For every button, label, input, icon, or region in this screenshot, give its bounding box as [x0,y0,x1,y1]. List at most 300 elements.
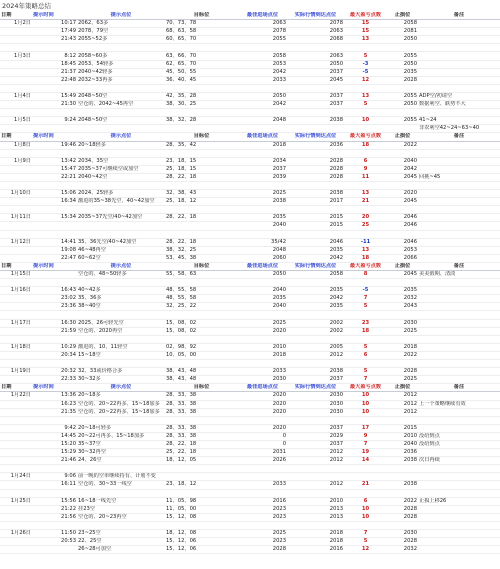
table-row [0,432,500,440]
stop-loss: 2045 [387,271,418,279]
max-points: -3 [344,60,387,68]
column-header-point: 提示点位 [77,133,165,141]
row-date [0,173,32,181]
actual-reached: 2028 [287,165,344,173]
column-header-maxpts: 最大盈亏点数 [344,12,387,20]
target-levels: 15、12、06 [165,538,238,546]
spacer-row [0,335,500,343]
actual-reached: 2037 [287,101,344,109]
header-row [0,12,500,20]
hint-point: 2024、25轻多 [77,190,165,198]
note [418,36,500,44]
max-points: 7 [344,440,387,448]
table-row [0,319,500,327]
stop-loss: 2012 [387,392,418,400]
stop-loss: 2018 [387,343,418,351]
table-row [0,392,500,400]
actual-reached: 2018 [287,530,344,538]
best-entry: 2050 [238,271,287,279]
max-points: 18 [344,327,387,335]
stop-loss: 2032 [387,546,418,554]
hint-point: 20~18轻多 [77,141,165,149]
hint-point: 32、33或价格合多 [77,368,165,376]
hint-point: 2048~50空 [77,117,165,125]
row-date [0,481,32,489]
best-entry: 0 [238,432,287,440]
hint-time: 15:56 [32,497,77,505]
hint-point: 2040~42轻多 [77,68,165,76]
best-entry: 2042 [238,68,287,76]
row-date: 1月11日 [0,214,32,222]
hint-point: 35~37空 [77,440,165,448]
hint-time: 18:45 [32,60,77,68]
hint-time: 8:12 [32,52,77,60]
hint-point: 2025、26可轻先空 [77,319,165,327]
row-date: 1月24日 [0,473,32,481]
target-levels: 36、40、45 [165,76,238,84]
best-entry: 35/42 [238,238,287,246]
actual-reached: 2028 [287,173,344,181]
header-row [0,133,500,141]
actual-reached: 2078 [287,20,344,28]
table-row [0,60,500,68]
spacer-row [0,181,500,189]
hint-point: 挂23空 [77,505,165,513]
row-date [0,246,32,254]
stop-loss: 2036 [387,449,418,457]
max-points: 20 [344,214,387,222]
row-date: 1月9日 [0,157,32,165]
table-row [0,254,500,262]
table-row [0,513,500,521]
note [418,254,500,262]
table-row [0,303,500,311]
actual-reached: 2012 [287,351,344,359]
hint-point [77,125,165,133]
hint-point: 2058~60多 [77,52,165,60]
note [418,530,500,538]
target-levels: 28、33、38 [165,408,238,416]
hint-time: 14:41 [32,238,77,246]
target-levels: 28、33、38 [165,432,238,440]
target-levels: 28、35、42 [165,141,238,149]
max-points [344,125,387,133]
hint-time: 9:24 [32,117,77,125]
note [418,60,500,68]
hint-point: 2032~33再多 [77,76,165,84]
hint-time: 11:50 [32,530,77,538]
column-header-stop: 止损位 [387,384,418,392]
max-points: 5 [344,101,387,109]
note: 数据利空、跌势不大 [418,101,500,109]
max-points: 10 [344,117,387,125]
note [418,351,500,359]
note: ADP空/初请空 [418,92,500,100]
hint-point: 35、36先空/40~42加空 [77,238,165,246]
hint-point: 2062、63多 [77,20,165,28]
best-entry: 2020 [238,392,287,400]
stop-loss: 2015 [387,424,418,432]
table-row [0,141,500,149]
hint-point: 2055~52多 [77,36,165,44]
note: 非农利空42~24~63~40 [418,125,500,133]
target-levels: 32、38、43 [165,190,238,198]
row-date: 1月10日 [0,190,32,198]
target-levels: 60、65、70 [165,36,238,44]
max-points: 9 [344,165,387,173]
best-entry: 2033 [238,368,287,376]
best-entry: 2050 [238,92,287,100]
table-body [0,12,500,554]
max-points: -5 [344,287,387,295]
spacer-row [0,489,500,497]
hint-point: 激进的、10、11轻空 [77,343,165,351]
target-levels: 28、22、18 [165,214,238,222]
hint-point: 空仓的、2042~45再空 [77,101,165,109]
hint-time: 21:30 [32,101,77,109]
note [418,481,500,489]
note [418,546,500,554]
hint-point: 空仓的、20~22再多、15~18加多 [77,400,165,408]
best-entry: 2055 [238,36,287,44]
best-entry: 2033 [238,481,287,489]
row-date [0,424,32,432]
stop-loss: 2030 [387,530,418,538]
column-header-maxpts: 最大盈亏点数 [344,262,387,270]
target-levels: 02、98、92 [165,343,238,351]
stop-loss: 2046 [387,238,418,246]
row-date [0,449,32,457]
note [418,76,500,84]
row-date [0,408,32,416]
note: 上一个策略继续有效 [418,400,500,408]
spacer-row [0,465,500,473]
max-points: 11 [344,173,387,181]
max-points: 5 [344,538,387,546]
max-points: 8 [344,271,387,279]
hint-time: 16:30 [32,319,77,327]
table-row [0,28,500,36]
actual-reached: 2017 [287,198,344,206]
stop-loss: 2020 [387,190,418,198]
row-date: 1月19日 [0,368,32,376]
actual-reached: 2013 [287,505,344,513]
row-date [0,400,32,408]
stop-loss: 2050 [387,60,418,68]
row-date [0,28,32,36]
stop-loss: 2055 [387,117,418,125]
hint-point: 30~32再空 [77,449,165,457]
max-points: 12 [344,546,387,554]
spacer-row [0,416,500,424]
note [418,165,500,173]
row-date: 1月25日 [0,497,32,505]
spacer-row [0,279,500,287]
max-points: 6 [344,157,387,165]
note [418,368,500,376]
stop-loss: 2025 [387,376,418,384]
max-points: 6 [344,497,387,505]
actual-reached: 2037 [287,376,344,384]
table-row [0,76,500,84]
table-row [0,351,500,359]
column-header-actual: 实际行情到达点位 [287,133,344,141]
note [418,538,500,546]
stop-loss [387,473,418,481]
note [418,190,500,198]
hint-point: 35、36多 [77,295,165,303]
table-row [0,157,500,165]
target-levels: 28、22、18 [165,173,238,181]
stop-loss: 2045 [387,198,418,206]
hint-time: 15:47 [32,165,77,173]
table-row [0,408,500,416]
actual-reached: 2035 [287,246,344,254]
table-row [0,222,500,230]
hint-time: 22:47 [32,254,77,262]
max-points: 14 [344,457,387,465]
hint-time: 16:43 [32,287,77,295]
hint-point: 2034、35空 [77,157,165,165]
hint-point: 23~25空 [77,530,165,538]
row-date [0,538,32,546]
best-entry: 2035 [238,214,287,222]
stop-loss: 2012 [387,408,418,416]
actual-reached: 2037 [287,92,344,100]
best-entry: 2060 [238,254,287,262]
max-points: 13 [344,190,387,198]
best-entry: 2033 [238,76,287,84]
hint-time: 20:53 [32,538,77,546]
actual-reached: 2068 [287,36,344,44]
row-date: 1月22日 [0,392,32,400]
hint-point: 16~18一线先空 [77,497,165,505]
column-header-note: 备注 [418,262,500,270]
table-row [0,246,500,254]
hint-time: 9:06 [32,473,77,481]
table-row [0,165,500,173]
hint-point: 30~32多 [77,376,165,384]
stop-loss: 2035 [387,287,418,295]
target-levels: 25、18、15 [165,165,238,173]
target-levels: 25、22、18 [165,449,238,457]
note: 止损上移26 [418,497,500,505]
column-header-target: 目标位 [165,12,238,20]
max-points: 10 [344,392,387,400]
hint-point: 46~48再空 [77,246,165,254]
target-levels: 28、33、38 [165,400,238,408]
stop-loss: 2032 [387,295,418,303]
hint-point: 20~22可再多、15~18加多 [77,432,165,440]
target-levels: 23、18、15 [165,157,238,165]
actual-reached [287,125,344,133]
hint-time: 10:29 [32,343,77,351]
hint-time: 22:48 [32,76,77,84]
best-entry: 2038 [238,198,287,206]
max-points: 10 [344,513,387,521]
stop-loss: 2012 [387,400,418,408]
best-entry: 2035 [238,295,287,303]
hint-time: 23:02 [32,295,77,303]
best-entry: 2020 [238,400,287,408]
spacer-row [0,230,500,238]
table-row [0,101,500,109]
target-levels: 53、45、38 [165,254,238,262]
row-date: 1月17日 [0,319,32,327]
actual-reached: 2042 [287,254,344,262]
hint-point: 空仓的、20~22再多、15~18加多 [77,408,165,416]
target-levels: 15、12、06 [165,546,238,554]
row-date: 1月18日 [0,343,32,351]
target-levels: 38、32、25 [165,246,238,254]
row-date: 1月26日 [0,530,32,538]
table-row [0,117,500,125]
note [418,246,500,254]
hint-point: 2035~37先空/40~42加空 [77,214,165,222]
max-points: 21 [344,481,387,489]
table-row [0,449,500,457]
table-row [0,457,500,465]
actual-reached: 2037 [287,440,344,448]
note: 回挑~45 [418,173,500,181]
actual-reached: 2063 [287,52,344,60]
stop-loss: 2050 [387,36,418,44]
max-points: 10 [344,408,387,416]
table-row [0,295,500,303]
column-header-target: 目标位 [165,384,238,392]
row-date: 1月2日 [0,20,32,28]
hint-point: 空仓的、2020再空 [77,327,165,335]
stop-loss: 2043 [387,303,418,311]
row-date: 1月3日 [0,52,32,60]
target-levels: 28、33、38 [165,424,238,432]
hint-point: 2078、79空 [77,28,165,36]
actual-reached: 2012 [287,449,344,457]
target-levels: 15、08、02 [165,327,238,335]
hint-point: 40~42多 [77,287,165,295]
note [418,303,500,311]
best-entry: 2048 [238,246,287,254]
row-date [0,440,32,448]
stop-loss: 2028 [387,538,418,546]
stop-loss: 2055 [387,52,418,60]
best-entry: 2034 [238,157,287,165]
max-points: 5 [344,303,387,311]
best-entry: 2040 [238,222,287,230]
target-levels: 62、65、70 [165,60,238,68]
best-entry: 2010 [238,343,287,351]
strategy-table [0,12,500,554]
stop-loss: 2028 [387,76,418,84]
actual-reached: 2012 [287,481,344,489]
stop-loss: 2028 [387,513,418,521]
hint-point: 24、26空 [77,457,165,465]
stop-loss: 2038 [387,457,418,465]
hint-time: 21:59 [32,327,77,335]
hint-time: 17:49 [32,28,77,36]
target-levels: 28、22、18 [165,440,238,448]
note [418,473,500,481]
note [418,52,500,60]
column-header-maxpts: 最大盈亏点数 [344,133,387,141]
stop-loss: 2028 [387,368,418,376]
note: 没给到点 [418,440,500,448]
stop-loss: 2040 [387,157,418,165]
column-header-stop: 止损位 [387,262,418,270]
best-entry: 2025 [238,530,287,538]
note [418,327,500,335]
note [418,424,500,432]
max-points: 15 [344,28,387,36]
table-row [0,271,500,279]
max-points: 18 [344,254,387,262]
actual-reached: 2002 [287,319,344,327]
table-row [0,173,500,181]
hint-point: 15~18空 [77,351,165,359]
sheet-title: 2024年策略总结 [2,2,52,10]
note [418,449,500,457]
note [418,392,500,400]
note: 41~24 [418,117,500,125]
actual-reached: 2063 [287,28,344,36]
target-levels: 32、25、22 [165,303,238,311]
stop-loss: 2040 [387,440,418,448]
hint-point: 空仓的、20~23再空 [77,513,165,521]
column-header-date: 日期 [0,12,32,20]
max-points: 9 [344,432,387,440]
row-date [0,295,32,303]
row-date: 1月5日 [0,117,32,125]
hint-point: 2035~37可继续空或加空 [77,165,165,173]
column-header-stop: 止损位 [387,133,418,141]
actual-reached: 2038 [287,117,344,125]
row-date [0,222,32,230]
row-date [0,76,32,84]
hint-point: 22、25空 [77,538,165,546]
max-points: 21 [344,198,387,206]
stop-loss: 2046 [387,222,418,230]
column-header-point: 提示点位 [77,12,165,20]
spacer-row [0,311,500,319]
column-header-target: 目标位 [165,262,238,270]
column-header-time: 提示时间 [32,133,77,141]
stop-loss: 2045 [387,173,418,181]
note [418,157,500,165]
note [418,222,500,230]
target-levels: 48、55、58 [165,295,238,303]
spacer-row [0,109,500,117]
actual-reached: 2013 [287,513,344,521]
note [418,295,500,303]
max-points: -11 [344,238,387,246]
best-entry: 2023 [238,538,287,546]
table-row [0,287,500,295]
spacer-row [0,149,500,157]
spacer-row [0,360,500,368]
target-levels: 18、12、05 [165,457,238,465]
target-levels: 48、55、58 [165,287,238,295]
column-header-date: 日期 [0,133,32,141]
actual-reached: 2015 [287,214,344,222]
max-points: 10 [344,400,387,408]
target-levels: 38、43、48 [165,376,238,384]
hint-time [32,222,77,230]
target-levels [165,125,238,133]
row-date [0,457,32,465]
row-date: 1月4日 [0,92,32,100]
target-levels: 23、18、12 [165,481,238,489]
hint-time: 19:46 [32,141,77,149]
